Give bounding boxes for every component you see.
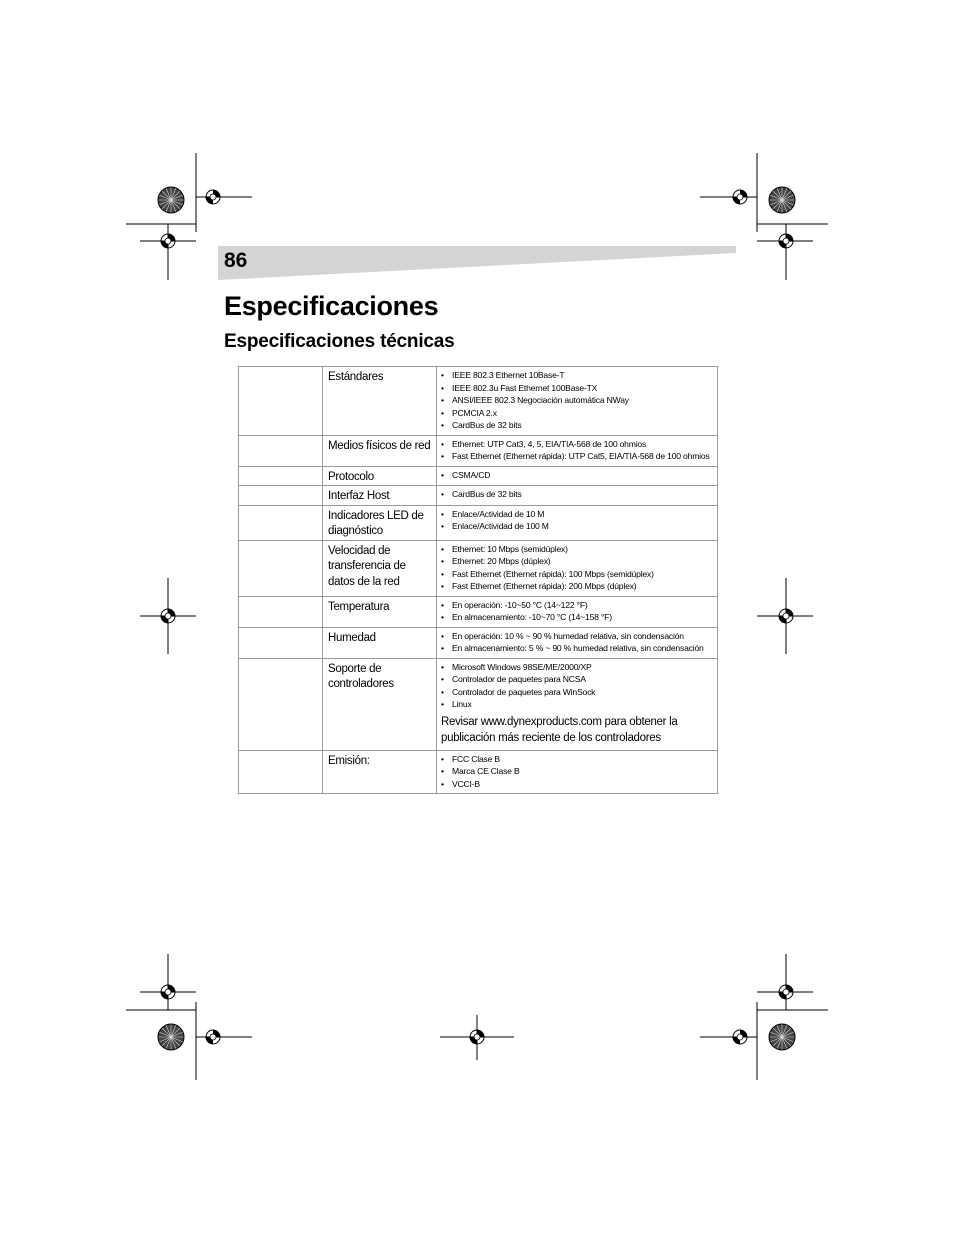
spec-label: Soporte de controladores	[328, 662, 394, 690]
spec-label-cell	[323, 596, 437, 627]
page-title: Especificaciones	[224, 291, 439, 321]
spec-blank-cell	[239, 486, 323, 506]
color-wheel-icon	[158, 1024, 184, 1050]
spec-value-list	[437, 367, 717, 435]
spec-value-list	[437, 597, 717, 627]
page-number: 86	[224, 249, 248, 272]
spec-blank-cell	[239, 627, 323, 658]
spec-value-item: • En operación: -10~50 °C (14~122 °F)	[441, 599, 713, 612]
registration-mark-icon	[470, 1030, 484, 1044]
spec-value-item: • FCC Clase B	[441, 753, 713, 766]
spec-label-cell	[323, 466, 437, 486]
spec-value-item: • CardBus de 32 bits	[441, 419, 713, 432]
spec-label: Protocolo	[328, 470, 374, 483]
spec-value-item: • VCCI-B	[441, 778, 713, 791]
spec-values-cell	[437, 367, 718, 436]
spec-value-list	[437, 628, 717, 658]
specifications-table	[238, 366, 718, 794]
spec-value-item: • ANSI/IEEE 802.3 Negociación automática NWay	[441, 394, 713, 407]
page-header-band	[218, 246, 736, 280]
spec-value-item: • Linux	[441, 698, 713, 711]
spec-row	[239, 596, 718, 627]
spec-values-cell	[437, 466, 718, 486]
spec-label-cell	[323, 505, 437, 540]
registration-mark-icon	[206, 1030, 220, 1044]
spec-note: Revisar www.dynexproducts.com para obtener la publicación más reciente de los controladores	[441, 715, 678, 744]
spec-row	[239, 750, 718, 794]
spec-label: Medios físicos de red	[328, 439, 431, 452]
spec-value-item: • IEEE 802.3 Ethernet 10Base-T	[441, 369, 713, 382]
spec-value-item: • Ethernet: 10 Mbps (semidúplex)	[441, 543, 713, 556]
spec-value-list	[437, 436, 717, 466]
section-title: Especificaciones técnicas	[224, 331, 455, 352]
spec-values-cell	[437, 486, 718, 506]
spec-values-cell	[437, 435, 718, 466]
spec-blank-cell	[239, 540, 323, 596]
spec-value-item: • IEEE 802.3u Fast Ethernet 100Base-TX	[441, 382, 713, 395]
spec-value-item: • Fast Ethernet (Ethernet rápida): UTP Cat5, EIA/TIA-568 de 100 ohmios	[441, 450, 713, 463]
spec-blank-cell	[239, 435, 323, 466]
spec-value-item: • Fast Ethernet (Ethernet rápida): 200 Mbps (dúplex)	[441, 580, 713, 593]
spec-value-item: • Controlador de paquetes para NCSA	[441, 673, 713, 686]
spec-label: Indicadores LED de diagnóstico	[328, 509, 424, 537]
spec-value-item: • Microsoft Windows 98SE/ME/2000/XP	[441, 661, 713, 674]
registration-mark-icon	[161, 985, 175, 999]
color-wheel-icon	[769, 1024, 795, 1050]
spec-value-item: • Ethernet: UTP Cat3, 4, 5, EIA/TIA-568 de 100 ohmios	[441, 438, 713, 451]
spec-value-item: • Controlador de paquetes para WinSock	[441, 686, 713, 699]
spec-blank-cell	[239, 505, 323, 540]
spec-row	[239, 435, 718, 466]
spec-values-cell	[437, 658, 718, 750]
spec-label: Temperatura	[328, 600, 390, 613]
spec-label-cell	[323, 486, 437, 506]
spec-label: Estándares	[328, 371, 384, 383]
spec-value-item: • Ethernet: 20 Mbps (dúplex)	[441, 555, 713, 568]
spec-row	[239, 658, 718, 750]
spec-value-item: • En almacenamiento: -10~70 °C (14~158 °F)	[441, 611, 713, 624]
spec-label-cell	[323, 540, 437, 596]
spec-row	[239, 540, 718, 596]
registration-mark-icon	[733, 190, 747, 204]
spec-value-item: • CSMA/CD	[441, 469, 713, 482]
spec-value-item: • Marca CE Clase B	[441, 765, 713, 778]
spec-blank-cell	[239, 658, 323, 750]
spec-row	[239, 505, 718, 540]
spec-value-item: • En operación: 10 % ~ 90 % humedad relativa, sin condensación	[441, 630, 713, 643]
spec-value-item: • Enlace/Actividad de 100 M	[441, 520, 713, 533]
spec-blank-cell	[239, 750, 323, 794]
registration-mark-icon	[161, 234, 175, 248]
spec-value-list	[437, 486, 717, 504]
spec-values-cell	[437, 596, 718, 627]
registration-mark-icon	[733, 1030, 747, 1044]
spec-value-list	[437, 467, 717, 485]
spec-row	[239, 367, 718, 436]
spec-values-cell	[437, 750, 718, 794]
spec-value-item: • Enlace/Actividad de 10 M	[441, 508, 713, 521]
registration-mark-icon	[779, 234, 793, 248]
spec-row	[239, 486, 718, 506]
spec-blank-cell	[239, 596, 323, 627]
spec-values-cell	[437, 505, 718, 540]
spec-value-list	[437, 541, 717, 596]
spec-label-cell	[323, 435, 437, 466]
spec-label: Humedad	[328, 631, 376, 644]
spec-value-item: • Fast Ethernet (Ethernet rápida): 100 Mbps (semidúplex)	[441, 568, 713, 581]
color-wheel-icon	[769, 187, 795, 213]
registration-mark-icon	[206, 190, 220, 204]
spec-value-item: • En almacenamiento: 5 % ~ 90 % humedad relativa, sin condensación	[441, 642, 713, 655]
spec-values-cell	[437, 540, 718, 596]
spec-value-item: • PCMCIA 2.x	[441, 407, 713, 420]
registration-mark-icon	[161, 609, 175, 623]
spec-blank-cell	[239, 367, 323, 436]
spec-value-list	[437, 659, 717, 714]
spec-values-cell	[437, 627, 718, 658]
registration-mark-icon	[779, 985, 793, 999]
color-wheel-icon	[158, 187, 184, 213]
spec-label: Emisión:	[328, 754, 370, 767]
spec-value-list	[437, 506, 717, 536]
spec-blank-cell	[239, 466, 323, 486]
spec-row	[239, 627, 718, 658]
spec-label-cell	[323, 750, 437, 794]
spec-label-cell	[323, 367, 437, 436]
registration-mark-icon	[779, 609, 793, 623]
spec-label: Interfaz Host	[328, 490, 390, 502]
spec-label-cell	[323, 658, 437, 750]
spec-value-list	[437, 751, 717, 794]
spec-row	[239, 466, 718, 486]
spec-label-cell	[323, 627, 437, 658]
spec-label: Velocidad de transferencia de datos de la red	[328, 544, 406, 588]
spec-value-item: • CardBus de 32 bits	[441, 488, 713, 501]
